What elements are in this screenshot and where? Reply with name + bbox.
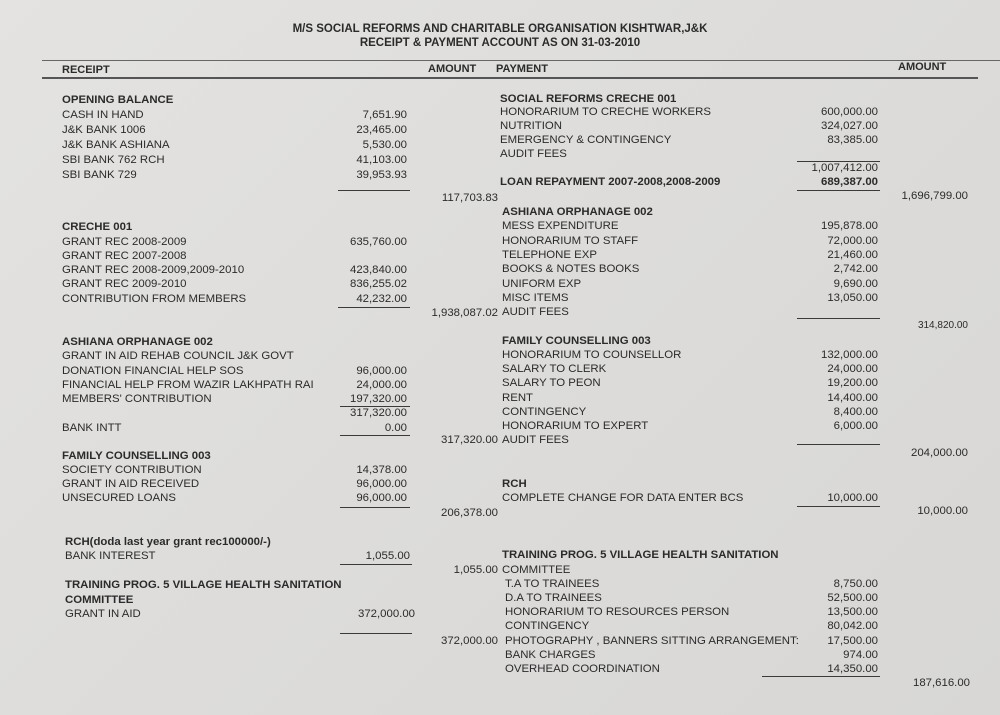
item-label: BANK INTEREST <box>65 550 156 562</box>
col-payment: PAYMENT <box>496 63 548 75</box>
item-label: DONATION FINANCIAL HELP SOS <box>62 365 244 377</box>
item-amount: 372,000.00 <box>357 608 415 620</box>
item-amount: 974.00 <box>843 649 878 661</box>
group-subtotal: 317,320.00 <box>349 407 407 419</box>
org-title: M/S SOCIAL REFORMS AND CHARITABLE ORGANISATION KISHTWAR,J&K <box>292 23 708 35</box>
item-label: D.A TO TRAINEES <box>505 592 602 604</box>
statement-title: RECEIPT & PAYMENT ACCOUNT AS ON 31-03-2010 <box>359 37 641 49</box>
item-label: EMERGENCY & CONTINGENCY <box>500 134 672 146</box>
item-label: T.A TO TRAINEES <box>505 578 600 590</box>
subtotal-rule <box>338 190 410 191</box>
group-heading: ASHIANA ORPHANAGE 002 <box>502 206 653 218</box>
item-label: FINANCIAL HELP FROM WAZIR LAKHPATH RAI <box>62 379 314 391</box>
group-total: 372,000.00 <box>440 635 498 647</box>
item-label: SOCIETY CONTRIBUTION <box>62 464 202 476</box>
loan-repayment-label: LOAN REPAYMENT 2007-2008,2008-2009 <box>500 176 721 188</box>
item-amount: 9,690.00 <box>833 278 878 290</box>
item-amount: 80,042.00 <box>827 620 878 632</box>
item-label: COMPLETE CHANGE FOR DATA ENTER BCS <box>502 492 744 504</box>
item-label: SBI BANK 729 <box>62 169 137 181</box>
group-heading: FAMILY COUNSELLING 003 <box>502 335 651 347</box>
item-amount: 195,878.00 <box>820 220 878 232</box>
item-label: BOOKS & NOTES BOOKS <box>502 263 640 275</box>
group-total: 314,820.00 <box>917 320 968 331</box>
item-label: GRANT IN AID REHAB COUNCIL J&K GOVT <box>62 350 294 362</box>
item-amount: 10,000.00 <box>827 492 878 504</box>
item-label: NUTRITION <box>500 120 563 132</box>
group-heading: RCH <box>502 478 527 490</box>
item-amount: 14,350.00 <box>827 663 878 675</box>
item-amount: 14,378.00 <box>356 464 407 476</box>
item-amount: 14,400.00 <box>827 392 878 404</box>
group-heading: CRECHE 001 <box>62 221 133 233</box>
item-amount: 96,000.00 <box>356 365 407 377</box>
col-receipt: RECEIPT <box>62 64 110 76</box>
item-amount: 17,500.00 <box>827 635 878 647</box>
item-label: MEMBERS' CONTRIBUTION <box>62 393 212 405</box>
header-top-rule <box>42 60 1000 61</box>
item-amount: 8,400.00 <box>833 406 878 418</box>
item-label: HONORARIUM TO COUNSELLOR <box>502 349 682 361</box>
item-label: GRANT IN AID <box>65 608 141 620</box>
item-label: GRANT REC 2009-2010 <box>62 278 187 290</box>
group-heading-cont: COMMITTEE <box>502 564 571 576</box>
item-label: GRANT IN AID RECEIVED <box>62 478 200 490</box>
item-label: AUDIT FEES <box>500 148 567 160</box>
item-label: SALARY TO CLERK <box>502 363 607 375</box>
item-amount: 96,000.00 <box>356 492 407 504</box>
item-label: GRANT REC 2007-2008 <box>62 250 187 262</box>
item-label: HONORARIUM TO CRECHE WORKERS <box>500 106 711 118</box>
item-label: CONTINGENCY <box>502 406 587 418</box>
group-total: 1,055.00 <box>453 564 498 576</box>
group-total: 10,000.00 <box>917 505 968 517</box>
item-amount: 1,055.00 <box>365 550 410 562</box>
group-heading: TRAINING PROG. 5 VILLAGE HEALTH SANITATION <box>65 579 342 591</box>
subtotal-rule <box>797 318 880 319</box>
subtotal-rule <box>797 444 880 445</box>
item-amount: 324,027.00 <box>820 120 878 132</box>
item-amount: 423,840.00 <box>349 264 407 276</box>
group-total: 187,616.00 <box>912 677 970 689</box>
group-total: 1,938,087.02 <box>431 307 498 319</box>
item-amount: 5,530.00 <box>362 139 407 151</box>
item-label: BANK INTT <box>62 422 122 434</box>
item-amount: 132,000.00 <box>820 349 878 361</box>
loan-repayment-amount: 689,387.00 <box>820 176 878 188</box>
group-heading-cont: COMMITTEE <box>65 594 134 606</box>
item-label: AUDIT FEES <box>502 306 569 318</box>
item-label: MISC ITEMS <box>502 292 569 304</box>
header-bottom-rule <box>42 77 978 79</box>
item-label: J&K BANK 1006 <box>62 124 146 136</box>
item-amount: 72,000.00 <box>827 235 878 247</box>
group-total: 204,000.00 <box>910 447 968 459</box>
item-label: J&K BANK ASHIANA <box>62 139 170 151</box>
col-payment-amount: AMOUNT <box>898 61 947 73</box>
group-heading: OPENING BALANCE <box>62 94 174 106</box>
subtotal-rule <box>340 633 412 634</box>
item-amount: 52,500.00 <box>827 592 878 604</box>
group-heading: ASHIANA ORPHANAGE 002 <box>62 336 213 348</box>
item-label: HONORARIUM TO RESOURCES PERSON <box>505 606 730 618</box>
group-total: 317,320.00 <box>440 434 498 446</box>
item-label: RENT <box>502 392 534 404</box>
item-label: SALARY TO PEON <box>502 377 601 389</box>
item-amount: 83,385.00 <box>827 134 878 146</box>
group-heading: FAMILY COUNSELLING 003 <box>62 450 211 462</box>
item-label: HONORARIUM TO EXPERT <box>502 420 649 432</box>
group-heading: TRAINING PROG. 5 VILLAGE HEALTH SANITATION <box>502 549 779 561</box>
subtotal-rule <box>797 506 880 507</box>
item-label: BANK CHARGES <box>505 649 596 661</box>
item-label: AUDIT FEES <box>502 434 569 446</box>
item-amount: 42,232.00 <box>356 293 407 305</box>
item-label: GRANT REC 2008-2009,2009-2010 <box>62 264 245 276</box>
item-amount: 24,000.00 <box>356 379 407 391</box>
item-amount: 197,320.00 <box>349 393 407 405</box>
item-amount: 13,500.00 <box>827 606 878 618</box>
group-total: 206,378.00 <box>440 507 498 519</box>
item-amount: 635,760.00 <box>349 236 407 248</box>
item-label: GRANT REC 2008-2009 <box>62 236 187 248</box>
item-amount: 7,651.90 <box>362 109 407 121</box>
group-total: 1,696,799.00 <box>901 190 968 202</box>
item-amount: 13,050.00 <box>827 292 878 304</box>
subtotal-rule <box>797 190 880 191</box>
item-label: CONTRIBUTION FROM MEMBERS <box>62 293 247 305</box>
item-amount: 8,750.00 <box>833 578 878 590</box>
item-amount: 96,000.00 <box>356 478 407 490</box>
item-amount: 21,460.00 <box>827 249 878 261</box>
item-amount: 24,000.00 <box>827 363 878 375</box>
item-label: TELEPHONE EXP <box>502 249 597 261</box>
item-label: HONORARIUM TO STAFF <box>502 235 639 247</box>
item-amount: 19,200.00 <box>827 377 878 389</box>
group-heading: SOCIAL REFORMS CRECHE 001 <box>500 93 677 105</box>
group-heading: RCH(doda last year grant rec100000/-) <box>65 536 271 548</box>
item-amount: 41,103.00 <box>356 154 407 166</box>
group-total: 117,703.83 <box>441 192 498 204</box>
item-label: PHOTOGRAPHY , BANNERS SITTING ARRANGEMENT: <box>505 635 799 647</box>
item-amount: 600,000.00 <box>820 106 878 118</box>
item-label: SBI BANK 762 RCH <box>62 154 165 166</box>
item-amount: 0.00 <box>384 422 407 434</box>
item-amount: 23,465.00 <box>356 124 407 136</box>
item-label: OVERHEAD COORDINATION <box>505 663 660 675</box>
group-subtotal: 1,007,412.00 <box>811 162 878 174</box>
item-label: CONTINGENCY <box>505 620 590 632</box>
col-receipt-amount: AMOUNT <box>428 63 477 75</box>
item-amount: 6,000.00 <box>833 420 878 432</box>
subtotal-rule <box>762 676 880 677</box>
item-amount: 39,953.93 <box>356 169 407 181</box>
item-amount: 836,255.02 <box>349 278 407 290</box>
item-label: UNSECURED LOANS <box>62 492 176 504</box>
item-label: CASH IN HAND <box>62 109 144 121</box>
item-label: MESS EXPENDITURE <box>502 220 619 232</box>
item-label: UNIFORM EXP <box>502 278 582 290</box>
item-amount: 2,742.00 <box>833 263 878 275</box>
